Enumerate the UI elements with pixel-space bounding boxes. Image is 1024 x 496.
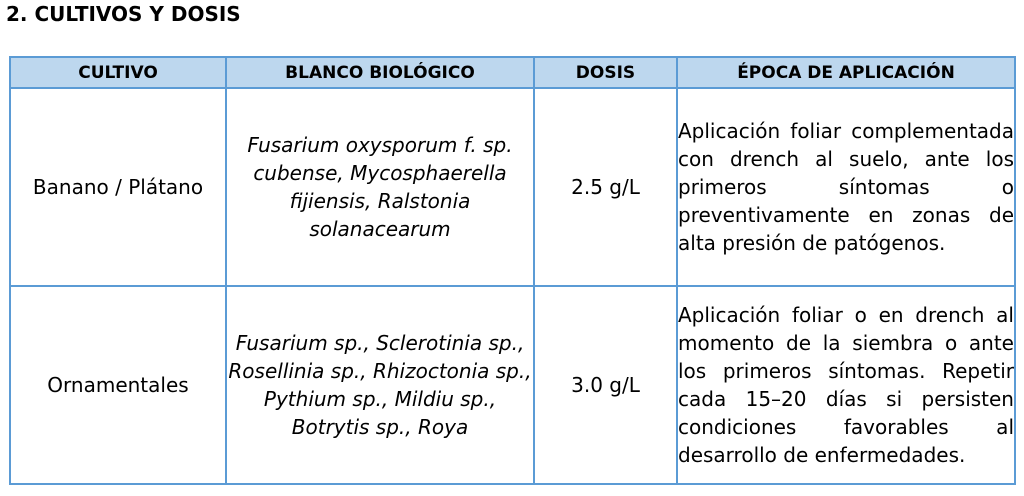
- cell-dosis: 3.0 g/L: [534, 286, 677, 484]
- cell-blanco-biologico: Fusarium oxysporum f. sp. cubense, Mycosphaerella fijiensis, Ralstonia solanacearum: [226, 88, 534, 286]
- cell-epoca-aplicacion: Aplicación foliar complementada con drench al suelo, ante los primeros síntomas o preventivamente en zonas de alta presión de patógenos.: [677, 88, 1015, 286]
- table-row: [10, 286, 1015, 484]
- header-epoca-aplicacion: ÉPOCA DE APLICACIÓN: [677, 57, 1015, 88]
- table-header-row: [10, 57, 1015, 88]
- header-cultivo: CULTIVO: [10, 57, 226, 88]
- cell-cultivo: Banano / Plátano: [10, 88, 226, 286]
- cell-cultivo: Ornamentales: [10, 286, 226, 484]
- header-blanco-biologico: BLANCO BIOLÓGICO: [226, 57, 534, 88]
- cell-epoca-aplicacion: Aplicación foliar o en drench al momento de la siembra o ante los primeros síntomas. Repetir cada 15–20 días si persisten condiciones favorables al desarrollo de enfermedades.: [677, 286, 1015, 484]
- crops-dosage-table: [9, 56, 1016, 485]
- header-dosis: DOSIS: [534, 57, 677, 88]
- table-row: [10, 88, 1015, 286]
- cell-blanco-biologico: Fusarium sp., Sclerotinia sp., Rosellinia sp., Rhizoctonia sp., Pythium sp., Mildiu sp., Botrytis sp., Roya: [226, 286, 534, 484]
- section-title: 2. CULTIVOS Y DOSIS: [6, 2, 241, 26]
- cell-dosis: 2.5 g/L: [534, 88, 677, 286]
